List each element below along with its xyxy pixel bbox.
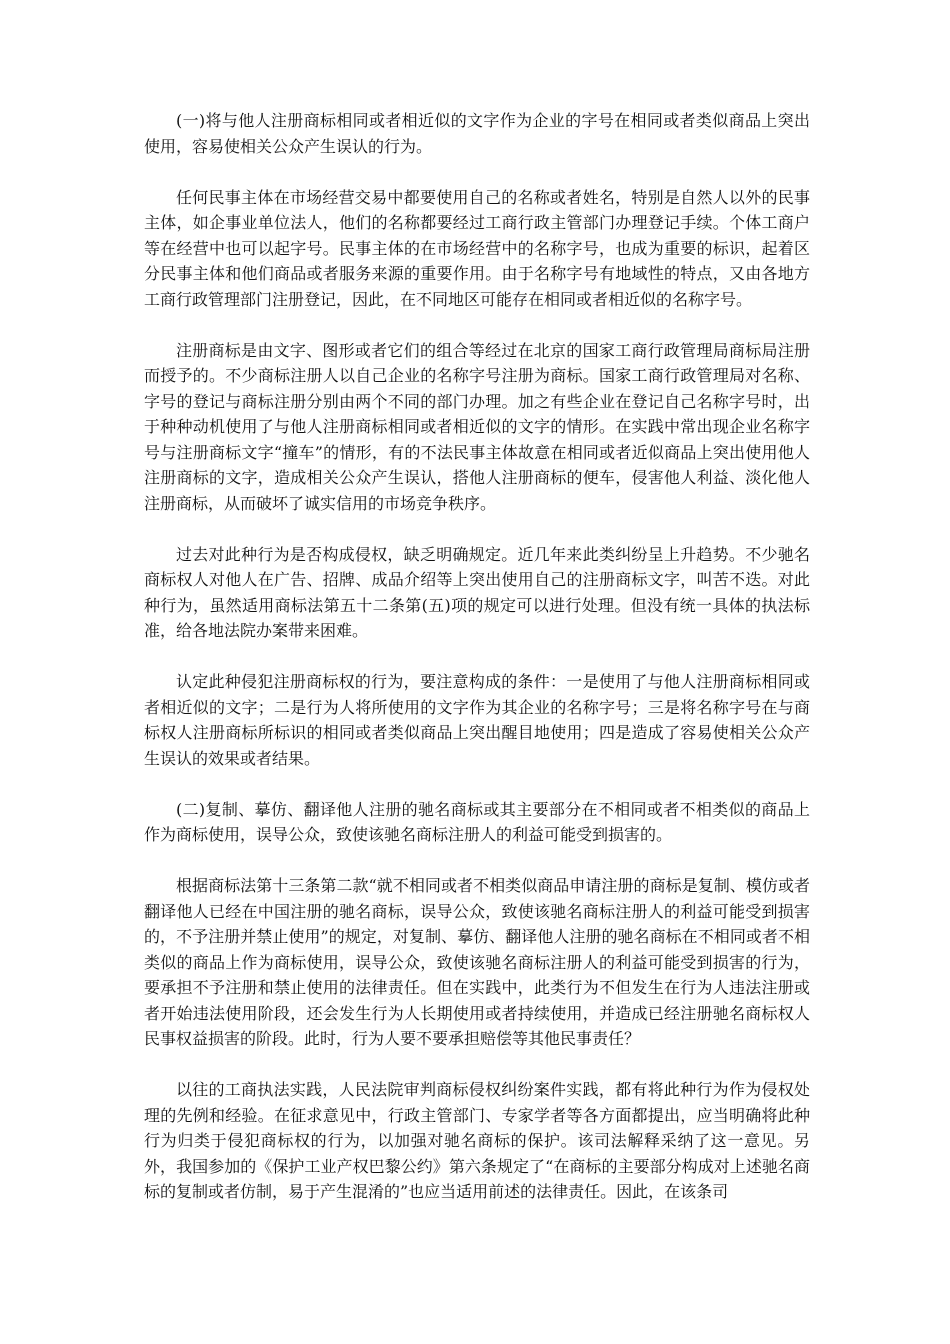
paragraph-6: (二)复制、摹仿、翻译他人注册的驰名商标或其主要部分在不相同或者不相类似的商品上作为商标使用，误导公众，致使该驰名商标注册人的利益可能受到损害的。 [144, 799, 810, 844]
paragraph-1: (一)将与他人注册商标相同或者相近似的文字作为企业的字号在相同或者类似商品上突出使用，容易使相关公众产生误认的行为。 [144, 111, 810, 156]
paragraph-5: 认定此种侵犯注册商标权的行为，要注意构成的条件：一是使用了与他人注册商标相同或者相近似的文字；二是行为人将所使用的文字作为其企业的名称字号；三是将名称字号在与商标权人注册商标所标识的相同或者类似商品上突出醒目地使用；四是造成了容易使相关公众产生误认的效果或者结果。 [144, 672, 810, 768]
paragraph-7: 根据商标法第十三条第二款“就不相同或者不相类似商品申请注册的商标是复制、模仿或者翻译他人已经在中国注册的驰名商标，误导公众，致使该驰名商标注册人的利益可能受到损害的，不予注册并禁止使用”的规定，对复制、摹仿、翻译他人注册的驰名商标在不相同或者不相类似的商品上作为商标使用，误导公众，致使该驰名商标注册人的利益可能受到损害的行为，要承担不予注册和禁止使用的法律责任。但在实践中，此类行为不但发生在行为人违法注册或者开始违法使用阶段，还会发生行为人长期使用或者持续使用，并造成已经注册驰名商标权人民事权益损害的阶段。此时，行为人要不要承担赔偿等其他民事责任？ [144, 876, 810, 1048]
document-page [144, 108, 810, 1230]
paragraph-2: 任何民事主体在市场经营交易中都要使用自己的名称或者姓名，特别是自然人以外的民事主体，如企事业单位法人，他们的名称都要经过工商行政主管部门办理登记手续。个体工商户等在经营中也可以起字号。民事主体的在市场经营中的名称字号，也成为重要的标识，起着区分民事主体和他们商品或者服务来源的重要作用。由于名称字号有地域性的特点，又由各地方工商行政管理部门注册登记，因此，在不同地区可能存在相同或者相近似的名称字号。 [144, 187, 810, 309]
paragraph-4: 过去对此种行为是否构成侵权，缺乏明确规定。近几年来此类纠纷呈上升趋势。不少驰名商标权人对他人在广告、招牌、成品介绍等上突出使用自己的注册商标文字，叫苦不迭。对此种行为，虽然适用商标法第五十二条第(五)项的规定可以进行处理。但没有统一具体的执法标准，给各地法院办案带来困难。 [144, 544, 810, 640]
paragraph-8: 以往的工商执法实践，人民法院审判商标侵权纠纷案件实践，都有将此种行为作为侵权处理的先例和经验。在征求意见中，行政主管部门、专家学者等各方面都提出，应当明确将此种行为归类于侵犯商标权的行为，以加强对驰名商标的保护。该司法解释采纳了这一意见。另外，我国参加的《保护工业产权巴黎公约》第六条规定了“在商标的主要部分构成对上述驰名商标的复制或者仿制，易于产生混淆的”也应当适用前述的法律责任。因此，在该条司 [144, 1080, 810, 1201]
paragraph-3: 注册商标是由文字、图形或者它们的组合等经过在北京的国家工商行政管理局商标局注册而授予的。不少商标注册人以自己企业的名称字号注册为商标。国家工商行政管理局对名称、字号的登记与商标注册分别由两个不同的部门办理。加之有些企业在登记自己名称字号时，出于种种动机使用了与他人注册商标相同或者相近似的文字的情形。在实践中常出现企业名称字号与注册商标文字“撞车”的情形，有的不法民事主体故意在相同或者近似商品上突出使用他人注册商标的文字，造成相关公众产生误认，搭他人注册商标的便车，侵害他人利益、淡化他人注册商标，从而破坏了诚实信用的市场竞争秩序。 [144, 340, 810, 513]
